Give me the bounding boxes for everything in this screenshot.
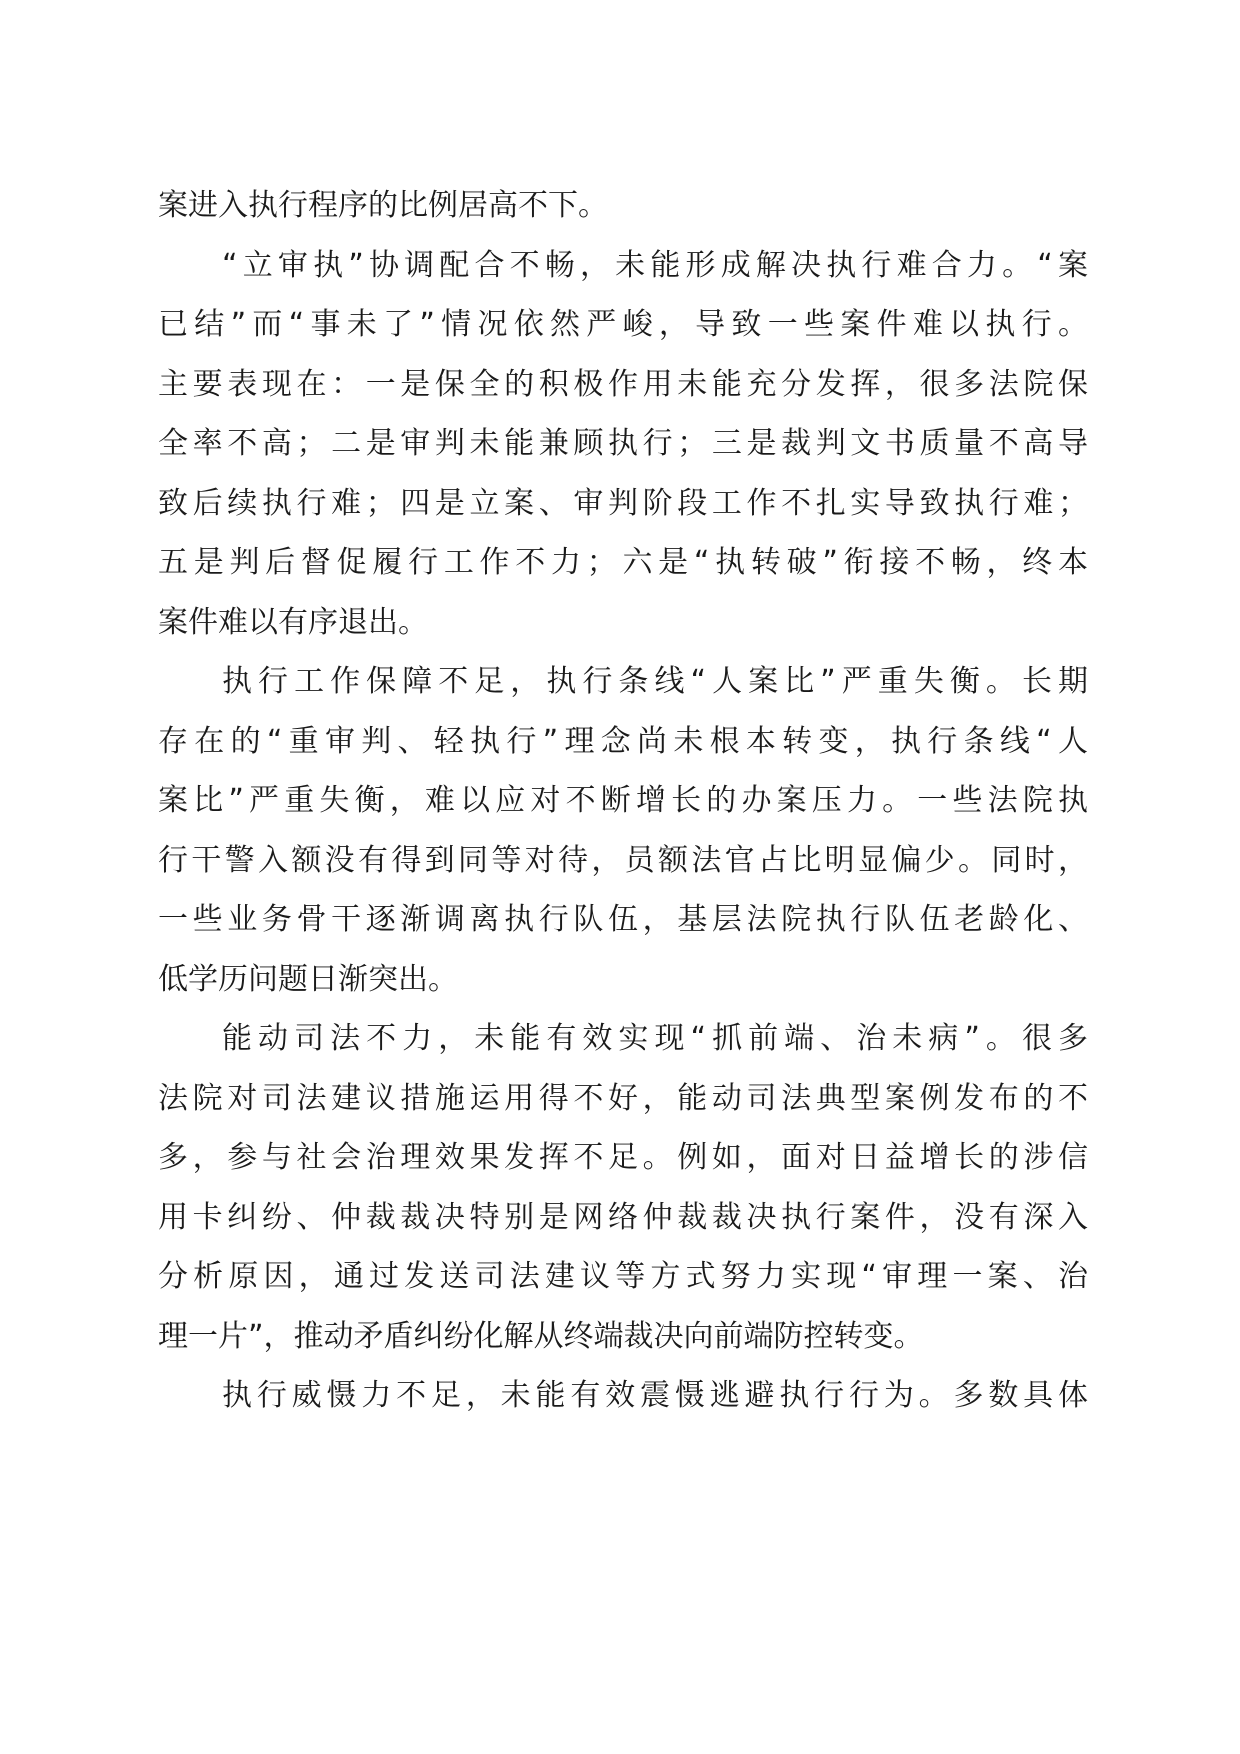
text-line: 致后续执行难；四是立案、审判阶段工作不扎实导致执行难； [158,485,1088,521]
text-line: 法院对司法建议措施运用得不好，能动司法典型案例发布的不 [158,1080,1088,1116]
text-line: 多，参与社会治理效果发挥不足。例如，面对日益增长的涉信 [158,1140,1088,1175]
paragraph-first-line: 执行威慑力不足，未能有效震慑逃避执行行为。多数具体 [222,1378,1088,1413]
text-line: 低学历问题日渐突出。 [158,961,458,997]
paragraph-first-line: 执行工作保障不足，执行条线“人案比”严重失衡。长期 [222,664,1088,699]
text-line: 案比”严重失衡，难以应对不断增长的办案压力。一些法院执 [158,783,1088,818]
text-line: 案进入执行程序的比例居高不下。 [158,188,608,223]
text-line: 分析原因，通过发送司法建议等方式努力实现“审理一案、治 [158,1259,1088,1294]
text-line: 用卡纠纷、仲裁裁决特别是网络仲裁裁决执行案件，没有深入 [158,1199,1088,1235]
text-line: 存在的“重审判、轻执行”理念尚未根本转变，执行条线“人 [158,723,1088,759]
paragraph-first-line: “立审执”协调配合不畅，未能形成解决执行难合力。“案 [222,247,1088,283]
text-line: 全率不高；二是审判未能兼顾执行；三是裁判文书质量不高导 [158,426,1088,461]
text-line: 行干警入额没有得到同等对待，员额法官占比明显偏少。同时， [158,842,1088,878]
text-line: 主要表现在：一是保全的积极作用未能充分发挥，很多法院保 [158,366,1088,402]
body-text [158,176,1088,1426]
text-line: 五是判后督促履行工作不力；六是“执转破”衔接不畅，终本 [158,545,1088,580]
text-line: 理一片”，推动矛盾纠纷化解从终端裁决向前端防控转变。 [158,1318,924,1354]
text-line: 案件难以有序退出。 [158,604,428,640]
text-line: 一些业务骨干逐渐调离执行队伍，基层法院执行队伍老龄化、 [158,902,1088,937]
paragraph-first-line: 能动司法不力，未能有效实现“抓前端、治未病”。很多 [222,1021,1088,1056]
text-line: 已结”而“事未了”情况依然严峻，导致一些案件难以执行。 [158,307,1088,342]
